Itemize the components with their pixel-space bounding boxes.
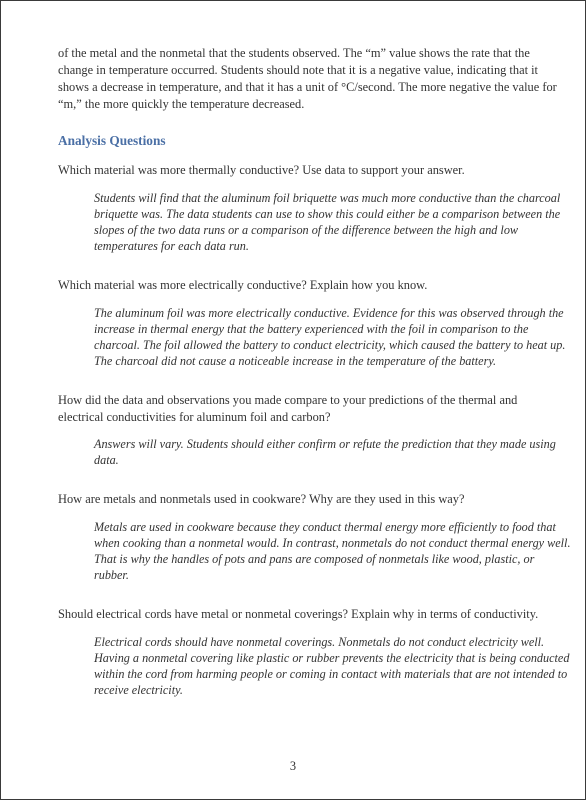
section-heading: Analysis Questions (58, 133, 166, 148)
question-3: How did the data and observations you made compare to your predictions of the thermal and electrical conductivities for aluminum foil and carbon? (58, 393, 518, 424)
question-2: Which material was more electrically conductive? Explain how you know. (58, 278, 428, 292)
intro-paragraph: of the metal and the nonmetal that the students observed. The “m” value shows the rate that the change in temperature occurred. Students should note that it is a negative value, indicating that it shows a decrease in temperature, and that it has a unit of °C/second. The more negative the value for “m,” the more quickly the temperature decreased. (58, 46, 557, 111)
answer-2: The aluminum foil was more electrically conductive. Evidence for this was observed through the increase in thermal energy that the battery experienced with the foil in comparison to the charcoal. The foil allowed the battery to conduct electricity, which caused the battery to heat up. The charcoal did not cause a noticeable increase in the temperature of the battery. (94, 306, 566, 368)
question-4: How are metals and nonmetals used in cookware? Why are they used in this way? (58, 492, 465, 506)
question-1: Which material was more thermally conductive? Use data to support your answer. (58, 163, 465, 177)
question-5: Should electrical cords have metal or nonmetal coverings? Explain why in terms of conductivity. (58, 607, 539, 621)
answer-1: Students will find that the aluminum foil briquette was much more conductive than the charcoal briquette was. The data students can use to show this could either be a comparison between the slopes of the two data runs or a comparison of the difference between the high and low temperatures for each data run. (94, 191, 561, 253)
answer-3: Answers will vary. Students should either confirm or refute the prediction that they made using data. (94, 437, 556, 467)
answer-4: Metals are used in cookware because they conduct thermal energy more efficiently to food that when cooking than a nonmetal would. In contrast, nonmetals do not conduct thermal energy well. That is why the handles of pots and pans are composed of nonmetals like wood, plastic, or rubber. (94, 520, 571, 582)
answer-5: Electrical cords should have nonmetal coverings. Nonmetals do not conduct electricity well. Having a nonmetal covering like plastic or rubber prevents the electricity that is being conducted within the cord from harming people or coming in contact with materials that are not intended to receive electricity. (94, 635, 570, 697)
page-number: 3 (289, 759, 297, 773)
